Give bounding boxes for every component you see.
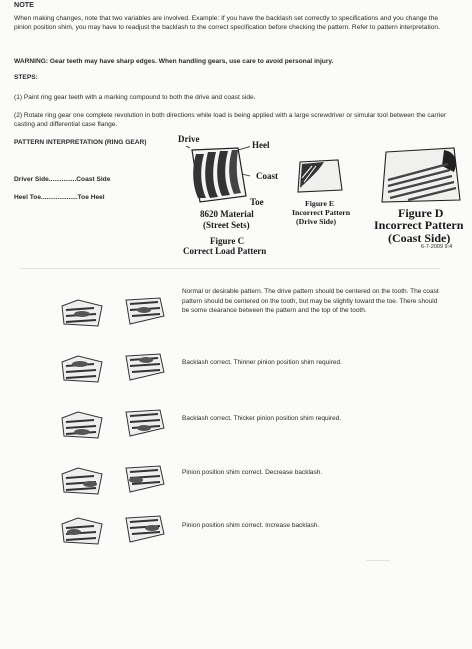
coast-pattern-icon: [120, 462, 168, 496]
warning-text: WARNING: Gear teeth may have sharp edges. When handling gears, use care to avoid personal injury.: [14, 58, 334, 65]
figure-e-caption: Figure E: [305, 199, 335, 208]
drive-pattern-icon: [58, 514, 106, 548]
coast-pattern-icon: [120, 512, 168, 546]
step-2: (2) Rotate ring gear one complete revolution in both directions while load is being applied with a large screwdriver or simular tool between the carrier casting and differential case flange.: [14, 112, 447, 129]
section-divider: [20, 268, 440, 269]
figure-c-drive-label: Drive: [178, 134, 200, 144]
figure-d-caption: Figure D: [398, 206, 444, 220]
figure-c-material: 8620 Material: [200, 209, 254, 219]
figure-c-coast-label: Coast: [256, 171, 278, 181]
figure-d-tooth-drawing: [378, 144, 464, 206]
coast-pattern-icon: [120, 406, 168, 440]
coast-pattern-icon: [120, 350, 168, 384]
drive-pattern-icon: [58, 296, 106, 330]
figure-d-caption-2: Incorrect Pattern: [374, 218, 464, 232]
figure-c-street: (Street Sets): [203, 220, 250, 230]
pattern-heading: PATTERN INTERPRETATION (RING GEAR): [14, 139, 147, 146]
figure-d-caption-3: (Coast Side): [388, 231, 451, 245]
row-5-text: Pinion position shim correct. Increase backlash.: [182, 522, 320, 529]
figure-d-date: 6-7-2009 9:4: [421, 244, 453, 250]
end-mark: [366, 560, 390, 561]
driver-side-label: Driver Side...............Coast Side: [14, 176, 111, 183]
figure-c-caption-2: Correct Load Pattern: [183, 246, 267, 256]
drive-pattern-icon: [58, 352, 106, 386]
heel-toe-label: Heel Toe....................Toe Heel: [14, 194, 105, 201]
row-4-text: Pinion position shim correct. Decrease backlash.: [182, 469, 323, 476]
drive-pattern-icon: [58, 464, 106, 498]
step-1: (1) Paint ring gear teeth with a marking compound to both the drive and coast side.: [14, 94, 256, 101]
figure-c-toe-label: Toe: [250, 197, 264, 207]
figure-c-heel-label: Heel: [252, 140, 270, 150]
figure-e-tooth-drawing: [294, 158, 344, 194]
figure-c-gear-drawing: [186, 146, 250, 206]
note-heading: NOTE: [14, 0, 34, 9]
coast-pattern-icon: [120, 294, 168, 328]
steps-heading: STEPS:: [14, 74, 38, 81]
figure-c-caption: Figure C: [210, 236, 245, 246]
drive-pattern-icon: [58, 408, 106, 442]
row-3-text: Backlash correct. Thicker pinion position shim required.: [182, 415, 342, 422]
figure-e-caption-2: Incorrect Pattern: [292, 208, 351, 217]
note-text: When making changes, note that two variables are involved. Example: If you have the backlash set correctly to specifications and you change the pinion position shim, you may have to readjust the backlash to the correct specification before checking the pattern. Refer to pattern interpretation.: [14, 15, 440, 32]
figure-e-caption-3: (Drive Side): [296, 217, 337, 226]
row-2-text: Backlash correct. Thinner pinion position shim required.: [182, 359, 342, 366]
row-1-text: Normal or desirable pattern. The drive pattern should be centered on the tooth. The coast pattern should be centered on the tooth, but may be slightly toward the toe. There should be some clearance between the pattern and the top of the tooth.: [182, 288, 439, 315]
